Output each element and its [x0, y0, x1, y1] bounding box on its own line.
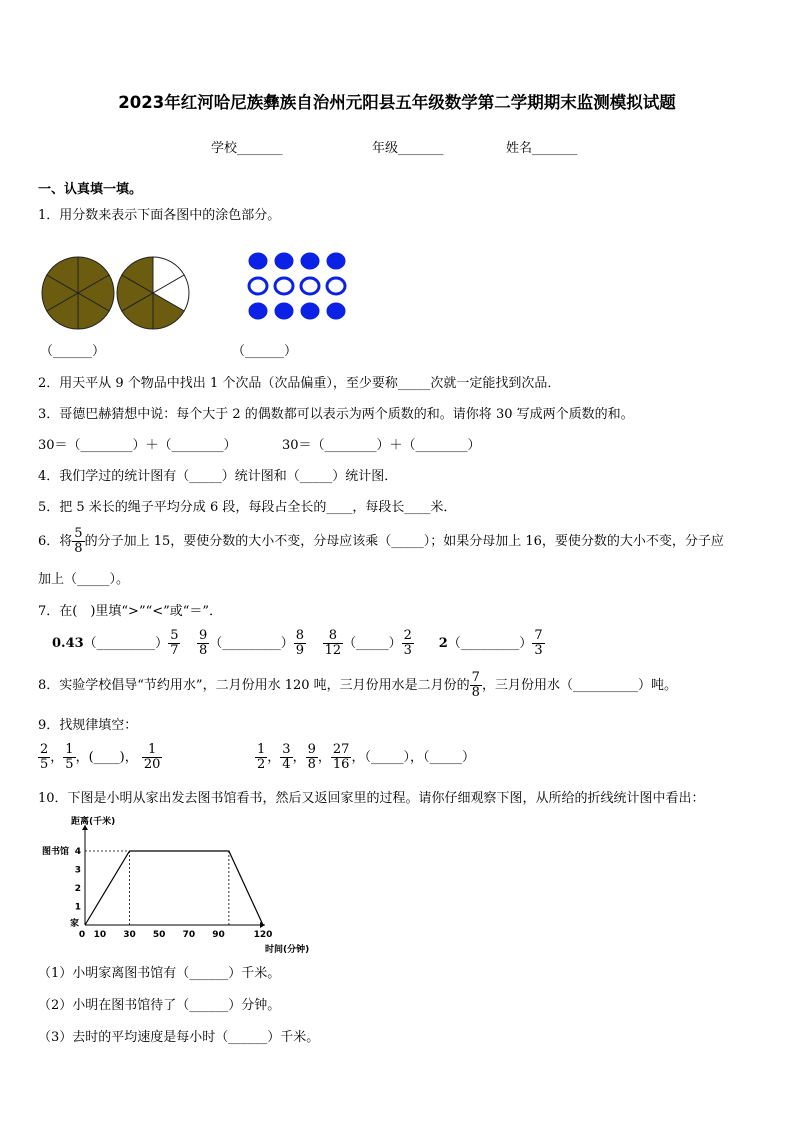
x-tick-label: 0	[78, 930, 86, 940]
dots-figure	[244, 250, 354, 320]
q7-blank-4[interactable]: （_________）	[447, 636, 533, 651]
frac-num: 3	[282, 742, 291, 757]
frac-den: 4	[282, 757, 291, 772]
page-title: 2023年红河哈尼族彝族自治州元阳县五年级数学第二学期期末监测模拟试题	[118, 93, 676, 112]
q8-pre: 8．实验学校倡导“节约用水”，二月份用水 120 吨，三月份用水是二月份的	[38, 678, 470, 693]
q1-blank-1[interactable]: （______）	[40, 344, 106, 359]
question-6	[38, 527, 724, 556]
x-tick-label: 90	[212, 930, 225, 940]
y-tick-label: 4	[74, 847, 81, 857]
q7-c1-left: 0.43	[52, 636, 84, 651]
q8-fraction	[470, 671, 482, 700]
y-tick-label: 3	[74, 865, 81, 876]
question-1: 1．用分数来表示下面各图中的涂色部分。	[38, 208, 281, 223]
y-axis-title: 距离(千米)	[71, 817, 116, 827]
question-9: 9．找规律填空：	[38, 718, 138, 733]
question-2: 2．用天平从 9 个物品中找出 1 个次品（次品偏重），至少要称_____次就一定能找到次品．	[38, 376, 561, 391]
q3-equation-2[interactable]: 30＝（________）＋（________）	[282, 438, 481, 453]
filled-dot	[327, 303, 345, 319]
x-tick-label: 120	[253, 930, 273, 940]
school-field[interactable]: 学校_______	[211, 141, 283, 156]
q10-sub-1: （1）小明家离图书馆有（______）千米。	[38, 966, 281, 981]
frac-num: 27	[332, 742, 350, 757]
filled-dot	[275, 303, 293, 319]
seq-term	[331, 743, 352, 772]
q7-comparisons	[52, 629, 545, 658]
frac-num: 2	[40, 742, 49, 757]
filled-dot	[301, 303, 319, 319]
frac-num: 9	[199, 628, 208, 643]
seq-term	[63, 743, 75, 772]
filled-dot	[327, 253, 345, 269]
name-field[interactable]: 姓名_______	[506, 141, 578, 156]
frac-num: 1	[142, 743, 163, 758]
q6-den: 8	[74, 541, 83, 556]
y-tick-label: 2	[74, 884, 81, 894]
seq-term	[255, 743, 267, 772]
q8-post: ，三月份用水（__________）吨。	[481, 678, 677, 693]
x-tick-label: 30	[123, 930, 136, 940]
question-10: 10．下图是小明从家出发去图书馆看书，然后又返回家里的过程。请你仔细观察下图，从所给的折线统计图中看出：	[38, 791, 705, 806]
q7-c3-left	[323, 629, 344, 658]
question-3: 3．哥德巴赫猜想中说：每个大于 2 的偶数都可以表示为两个质数的和。请你将 30 写成两个质数的和。	[38, 407, 634, 422]
filled-dot	[249, 253, 267, 269]
filled-dot	[301, 253, 319, 269]
q7-blank-3[interactable]: （_____）	[343, 636, 402, 651]
y-tick-label: 1	[74, 902, 81, 913]
frac-num: 8	[295, 628, 305, 643]
q7-c2-left	[197, 629, 209, 658]
frac-num: 5	[170, 628, 179, 643]
q6-fraction	[72, 527, 84, 556]
q10-sub-2: （2）小明在图书馆待了（______）分钟。	[38, 998, 281, 1013]
frac-den: 20	[143, 757, 161, 772]
hollow-dot	[275, 278, 293, 294]
frac-num: 1	[65, 742, 74, 757]
question-4: 4．我们学过的统计图有（_____）统计图和（_____）统计图．	[38, 469, 398, 484]
filled-dot	[249, 303, 267, 319]
hollow-dot	[327, 278, 345, 294]
frac-num: 1	[257, 742, 266, 757]
seq-blank[interactable]: （_____）	[422, 750, 475, 765]
seq-blank[interactable]: （_____）	[364, 750, 410, 765]
q7-blank-1[interactable]: （_________）	[83, 636, 169, 651]
x-tick-label: 50	[152, 930, 166, 940]
frac-num: 2	[403, 628, 412, 643]
frac-den: 5	[65, 757, 74, 772]
seq-term	[142, 743, 163, 772]
q3-equation-1[interactable]: 30＝（________）＋（________）	[38, 438, 237, 453]
frac-den: 5	[40, 757, 49, 772]
q7-c3-right	[402, 629, 414, 658]
frac-den: 7	[170, 643, 179, 658]
frac-num: 9	[307, 742, 316, 757]
seq-blank[interactable]: (____)	[88, 750, 125, 765]
q6-num: 5	[74, 526, 83, 541]
frac-den: 12	[324, 643, 342, 658]
frac-num: 8	[323, 629, 344, 644]
q7-c4-left: 2	[438, 636, 448, 651]
filled-dot	[275, 253, 293, 269]
question-7: 7．在( )里填“>”“<”或“＝”．	[38, 604, 223, 619]
q9-sequence-2: $\frac{1}{2}$ ， $\frac{3}{4}$ ， $\frac{9}{8}$ ， $\frac{27}{16}$ ，（_____），（_____）	[257, 742, 475, 772]
q7-c4-frac	[532, 629, 544, 658]
circle-all-shaded	[42, 257, 114, 329]
series-line	[85, 851, 263, 925]
circle-partly-shaded	[117, 257, 189, 329]
frac-den: 8	[199, 643, 208, 658]
question-5: 5．把 5 米长的绳子平均分成 6 段，每段占全长的____，每段长____米．	[38, 500, 457, 515]
seq-term	[38, 743, 50, 772]
x-axis-title: 时间(分钟)	[265, 945, 310, 955]
seq-term	[280, 743, 292, 772]
question-6-line2: 加上（_____）。	[38, 572, 130, 587]
q6-post: 的分子加上 15，要使分数的大小不变，分母应该乘（_____）；如果分母加上 16，要使分数的大小不变，分子应	[84, 534, 724, 549]
fraction-circles-figure	[40, 253, 195, 333]
y-label-home: 家	[70, 919, 80, 929]
frac-den: 2	[257, 757, 266, 772]
q7-c2-right	[294, 629, 306, 658]
q7-blank-2[interactable]: （_________）	[209, 636, 294, 651]
hollow-dot	[301, 278, 319, 294]
y-label-library: 图书馆	[42, 847, 70, 857]
frac-den: 9	[295, 643, 305, 658]
x-tick-label: 70	[182, 930, 196, 940]
q7-c1-frac	[168, 629, 180, 658]
q8-num: 7	[471, 670, 480, 685]
grade-field[interactable]: 年级_______	[372, 141, 444, 156]
frac-den: 3	[534, 643, 543, 658]
q1-blank-2[interactable]: （______）	[232, 344, 298, 359]
frac-den: 3	[403, 643, 412, 658]
q10-sub-3: （3）去时的平均速度是每小时（______）千米。	[38, 1030, 320, 1045]
seq-term	[306, 743, 318, 772]
q6-pre: 6．将	[38, 534, 73, 549]
frac-num: 7	[534, 628, 543, 643]
x-tick-label: 10	[93, 930, 107, 940]
hollow-dot	[249, 278, 267, 294]
section-heading: 一、认真填一填。	[38, 182, 143, 197]
frac-den: 16	[332, 757, 350, 772]
frac-den: 8	[307, 757, 316, 772]
distance-time-chart	[40, 815, 330, 955]
q8-den: 8	[471, 685, 480, 700]
question-8	[38, 671, 677, 700]
q9-sequence-1: $\frac{2}{5}$ ， $\frac{1}{5}$ ，(____)， $\frac{1}{20}$	[40, 742, 161, 772]
